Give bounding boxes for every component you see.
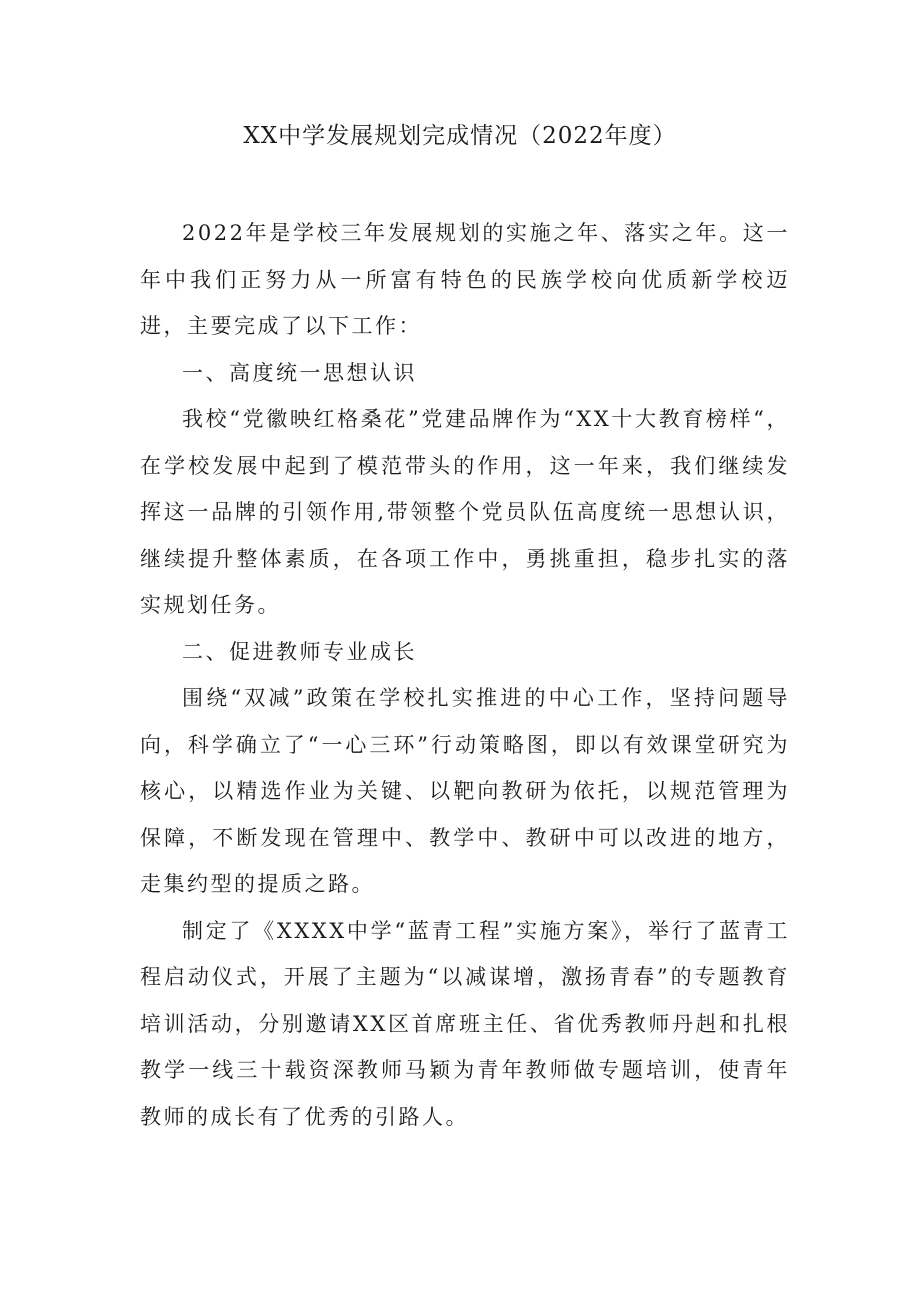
document-title: XX中学发展规划完成情况（2022年度） (243, 123, 677, 149)
section-2-paragraph-2: 制定了《XXXX中学“蓝青工程”实施方案》，举行了蓝青工程启动仪式，开展了主题为“以减谋增，激扬青春”的专题教育培训活动，分别邀请XX区首席班主任、省优秀教师丹赳和扎根教学一线三十载资深教师马颖为青年教师做专题培训，使青年教师的成长有了优秀的引路人。 (140, 918, 790, 1129)
section-2-paragraph-1: 围绕“双减”政策在学校扎实推进的中心工作，坚持问题导向，科学确立了“一心三环”行动策略图，即以有效课堂研究为核心，以精选作业为关键、以靶向教研为依托，以规范管理为保障，不断发现在管理中、教学中、教研中可以改进的地方，走集约型的提质之路。 (140, 686, 790, 896)
document-body (140, 210, 790, 1140)
section-heading-1: 一、高度统一思想认识 (182, 360, 417, 385)
section-heading-2: 二、促进教师专业成长 (182, 639, 417, 664)
section-1-paragraph: 我校“党徽映红格桑花”党建品牌作为“XX十大教育榜样“，在学校发展中起到了模范带头的作用，这一年来，我们继续发挥这一品牌的引领作用,带领整个党员队伍高度统一思想认识，继续提升整体素质，在各项工作中，勇挑重担，稳步扎实的落实规划任务。 (140, 407, 790, 617)
intro-paragraph: 2022年是学校三年发展规划的实施之年、落实之年。这一年中我们正努力从一所富有特色的民族学校向优质新学校迈进，主要完成了以下工作： (140, 221, 790, 338)
